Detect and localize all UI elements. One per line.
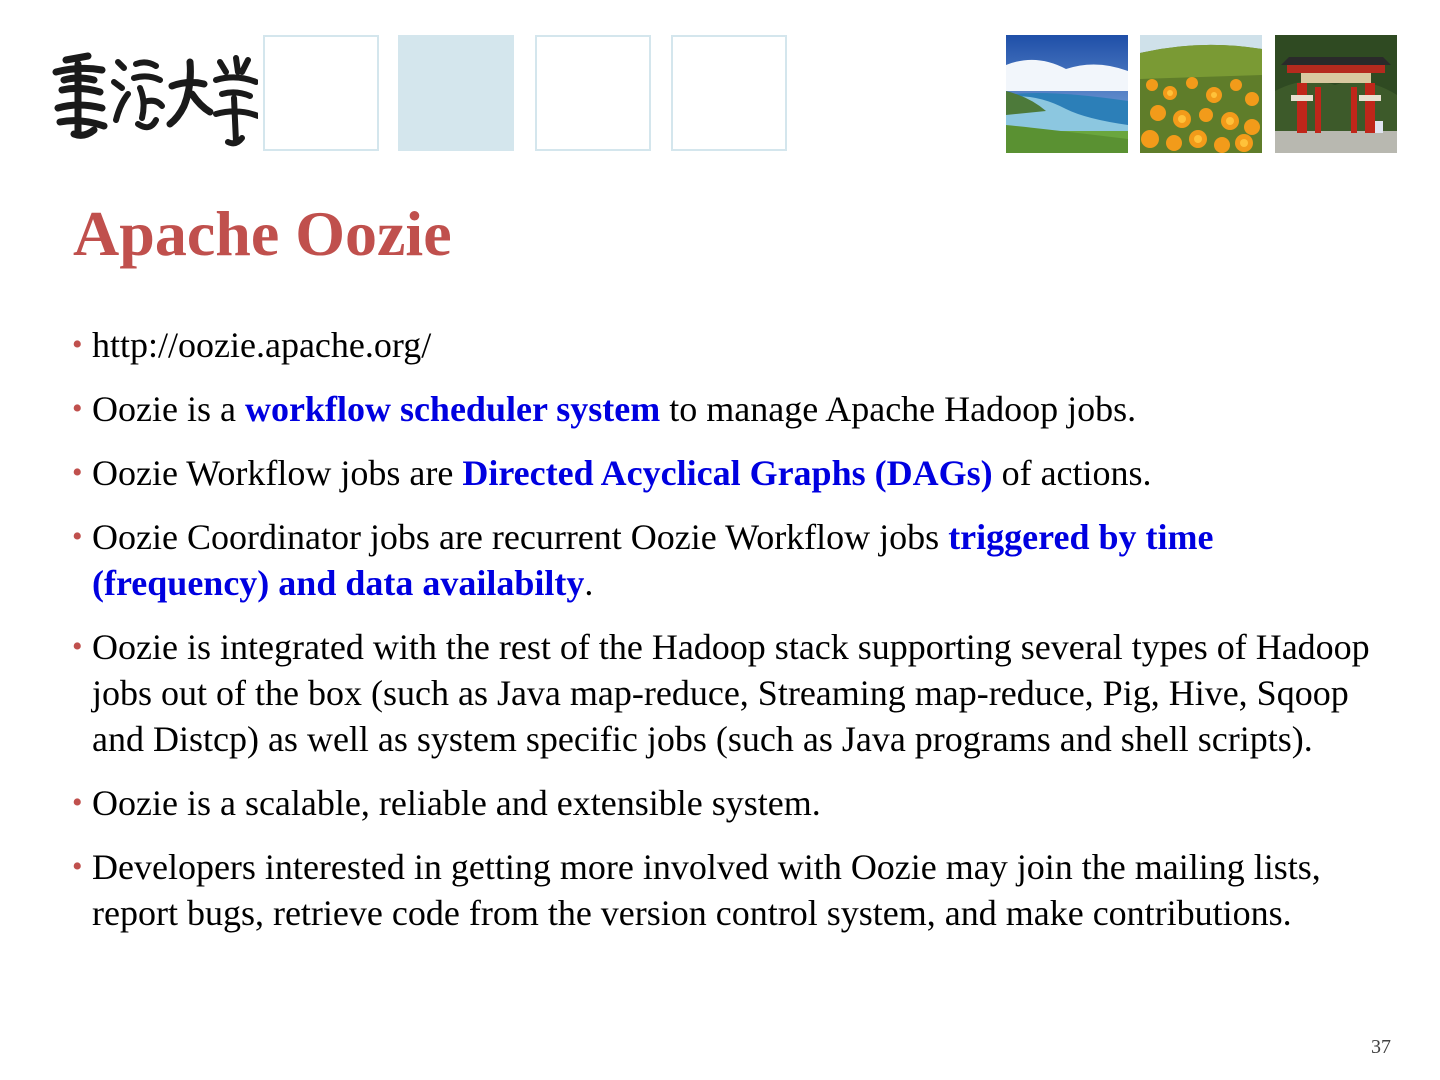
bullet-dot-icon: • (72, 520, 83, 553)
page-number: 37 (1371, 1036, 1391, 1058)
slide-title: Apache Oozie (73, 198, 452, 269)
bullet-dot-icon: • (72, 630, 83, 663)
bullet-dot-icon: • (72, 456, 83, 489)
bullet-dot-icon: • (72, 786, 83, 819)
bullet-text: of actions. (992, 453, 1152, 493)
bullet-text: Oozie is a (92, 389, 245, 429)
bullet-highlight: triggered by time (frequency) and data availabilty (92, 517, 1214, 603)
bullet-dot-icon: • (72, 392, 83, 425)
bullet-text: . (584, 563, 594, 603)
bullet-item (72, 780, 1382, 826)
header-decor-box (263, 35, 379, 151)
bullet-text: Oozie is a scalable, reliable and extensible system. (92, 783, 821, 823)
ntu-calligraphy-logo (44, 42, 258, 148)
oozie-url-text: http://oozie.apache.org/ (92, 325, 432, 365)
bullet-item (72, 386, 1382, 432)
header-decor-box-filled (398, 35, 514, 151)
bullet-item (72, 514, 1382, 606)
bullet-text: Oozie Coordinator jobs are recurrent Oozie Workflow jobs (92, 517, 949, 557)
bullet-item (72, 624, 1382, 762)
bullet-list (72, 322, 1382, 954)
bullet-item (72, 844, 1382, 936)
daylily-field-photo (1140, 35, 1262, 153)
bullet-item (72, 450, 1382, 496)
bullet-text: Developers interested in getting more involved with Oozie may join the mailing lists, report bugs, retrieve code from the version control system, and make contributions. (92, 847, 1321, 933)
bullet-text: to manage Apache Hadoop jobs. (660, 389, 1137, 429)
header-decor-box (671, 35, 787, 151)
bullet-highlight: workflow scheduler system (244, 389, 661, 429)
bullet-text: Oozie Workflow jobs are (92, 453, 463, 493)
temple-gate-photo (1275, 35, 1397, 153)
bullet-item (72, 322, 1382, 368)
header-decor-box (535, 35, 651, 151)
bullet-dot-icon: • (72, 850, 83, 883)
bullet-highlight: Directed Acyclical Graphs (DAGs) (462, 453, 993, 493)
bullet-dot-icon: • (72, 328, 83, 361)
bullet-text: Oozie is integrated with the rest of the Hadoop stack supporting several types of Hadoop jobs out of the box (such as Java map-reduce, Streaming map-reduce, Pig, Hive, Sqoop and Distcp) as well as system specific jobs (such as Java programs and shell scripts). (92, 627, 1370, 759)
coastline-photo (1006, 35, 1128, 153)
